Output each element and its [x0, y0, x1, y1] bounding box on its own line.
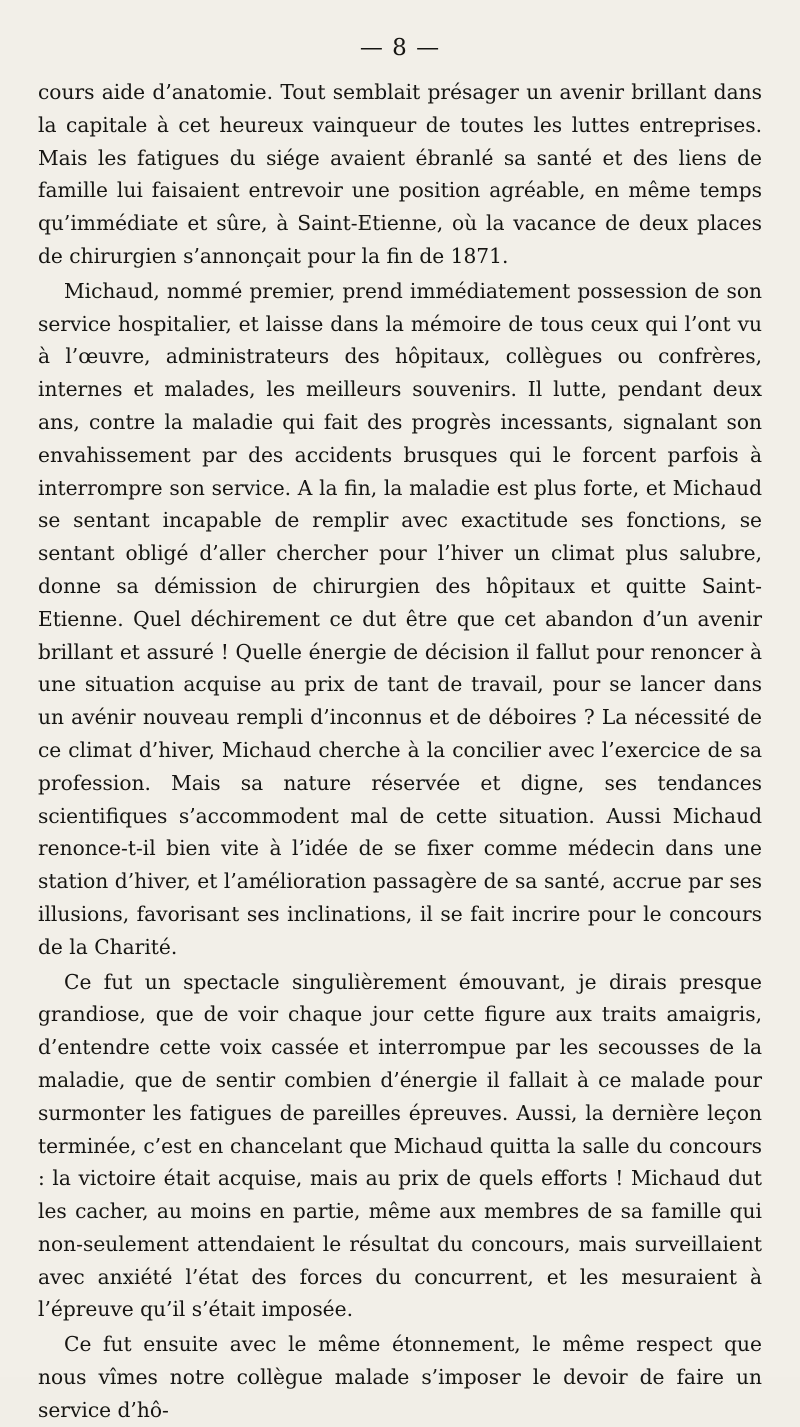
paragraph-service-devoir: Ce fut ensuite avec le même étonnement, le même respect que nous vîmes notre collègue malade s’imposer le devoir de faire un service d’hô-	[38, 1332, 762, 1422]
paragraph-continuation: cours aide d’anatomie. Tout semblait présager un avenir brillant dans la capitale à cet heureux vainqueur de toutes les luttes entreprises. Mais les fatigues du siége avaient ébranlé sa santé et des liens de famille lui faisaient entrevoir une position agréable, en même temps qu’immédiate et sûre, à Saint-Etienne, où la vacance de deux places de chirurgien s’annonçait pour la fin de 1871.	[38, 80, 762, 268]
page-body	[38, 76, 762, 1427]
paragraph-michaud-service: Michaud, nommé premier, prend immédiatement possession de son service hospitalier, et laisse dans la mémoire de tous ceux qui l’ont vu à l’œuvre, administrateurs des hôpitaux, collègues ou confrères, internes et malades, les meilleurs souvenirs. Il lutte, pendant deux ans, contre la maladie qui fait des progrès incessants, signalant son envahissement par des accidents brusques qui le forcent parfois à interrompre son service. A la fin, la maladie est plus forte, et Michaud se sentant incapable de remplir avec exactitude ses fonctions, se sentant obligé d’aller chercher pour l’hiver un climat plus salubre, donne sa démission de chirurgien des hôpitaux et quitte Saint-Etienne. Quel déchirement ce dut être que cet abandon d’un avenir brillant et assuré ! Quelle énergie de décision il fallut pour renoncer à une situation acquise au prix de tant de travail, pour se lancer dans un avénir nouveau rempli d’inconnus et de déboires ? La nécessité de ce climat d’hiver, Michaud cherche à la concilier avec l’exercice de sa profession. Mais sa nature réservée et digne, ses tendances scientifiques s’accommodent mal de cette situation. Aussi Michaud renonce-t-il bien vite à l’idée de se fixer comme médecin dans une station d’hiver, et l’amélioration passagère de sa santé, accrue par ses illusions, favorisant ses inclinations, il se fait incrire pour le concours de la Charité.	[38, 278, 762, 959]
paragraph-concours: Ce fut un spectacle singulièrement émouvant, je dirais presque grandiose, que de voir chaque jour cette figure aux traits amaigris, d’entendre cette voix cassée et interrompue par les secousses de la maladie, que de sentir combien d’énergie il fallait à ce malade pour surmonter les fatigues de pareilles épreuves. Aussi, la dernière leçon terminée, c’est en chancelant que Michaud quitta la salle du concours : la victoire était acquise, mais au prix de quels efforts ! Michaud dut les cacher, au moins en partie, même aux membres de sa famille qui non-seulement attendaient le résultat du concours, mais surveillaient avec anxiété l’état des forces du concurrent, et les mesuraient à l’épreuve qu’il s’était imposée.	[38, 969, 762, 1322]
page-number: — 8 —	[359, 35, 441, 61]
